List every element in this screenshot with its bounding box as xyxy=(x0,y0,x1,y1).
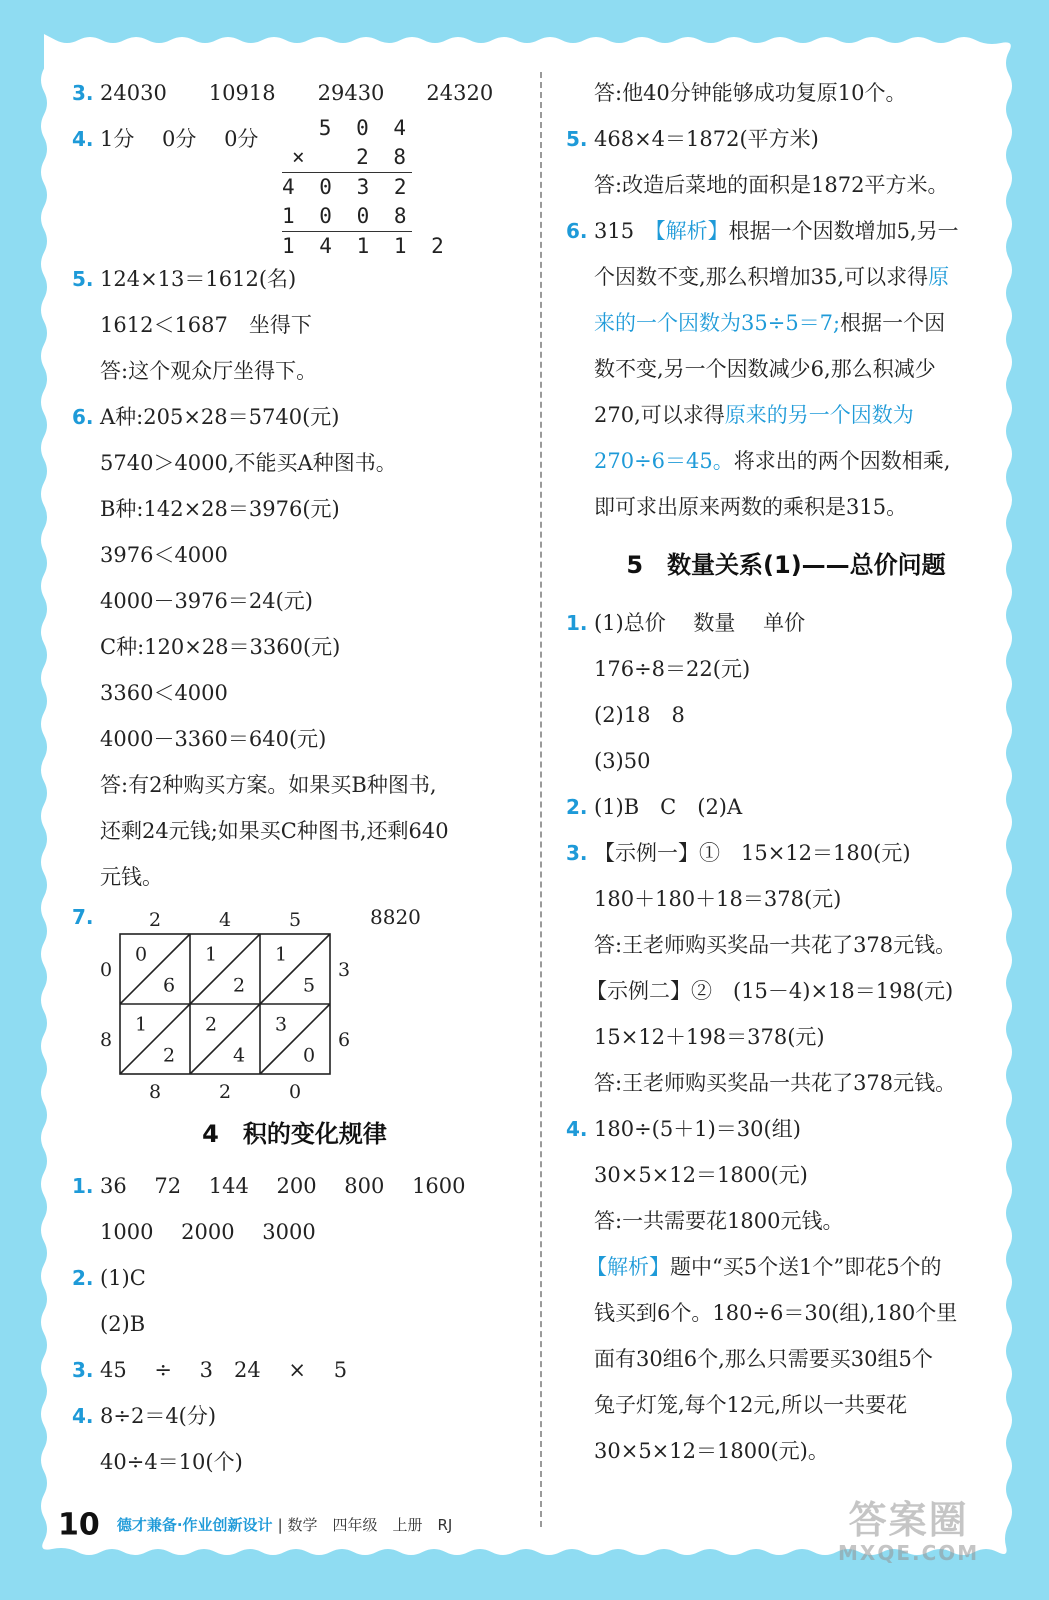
right-line xyxy=(566,784,1006,830)
right-line: 答:一共需要花1800元钱。 xyxy=(594,1209,844,1233)
lattice-grid xyxy=(72,900,372,1105)
answer-text: 1分 0分 0分 xyxy=(100,127,259,151)
question-number: 5. xyxy=(72,267,94,291)
lattice-bottom-digit: 0 xyxy=(288,1081,302,1103)
question-number: 3. xyxy=(72,1358,94,1382)
left-line: 4000－3976＝24(元) xyxy=(100,589,313,613)
answer-text: 180÷(5＋1)＝30(组) xyxy=(594,1117,801,1141)
answer-text: 24030 10918 29430 24320 xyxy=(100,81,494,105)
answer-text: (1)B C (2)A xyxy=(594,795,743,819)
right-line: 数不变,另一个因数减少6,那么积减少 xyxy=(594,357,936,381)
left-line: 3976＜4000 xyxy=(100,543,228,567)
answer-text: 36 72 144 200 800 1600 xyxy=(100,1174,466,1198)
section-title: 4 积的变化规律 xyxy=(202,1120,387,1148)
lattice-diagonal xyxy=(120,1004,190,1074)
page-footer xyxy=(58,1500,452,1550)
analysis-text: 根据一个因 xyxy=(840,311,946,335)
lattice-diagonal xyxy=(260,934,330,1004)
right-line xyxy=(566,1244,1006,1290)
question-number: 2. xyxy=(72,1266,94,1290)
lattice-cell-ones: 5 xyxy=(302,974,316,997)
lattice-cell-tens: 1 xyxy=(274,943,288,966)
right-line: 即可求出原来两数的乘积是315。 xyxy=(594,495,908,519)
analysis-highlight: 原来的另一个因数为 xyxy=(724,403,914,427)
right-line xyxy=(566,208,1006,254)
section-title: 5 数量关系(1)——总价问题 xyxy=(626,551,946,579)
lattice-top-digit: 5 xyxy=(288,909,302,931)
lattice-top-digit: 2 xyxy=(148,909,162,931)
lattice-left-digit: 8 xyxy=(99,1029,113,1051)
question-number: 4. xyxy=(566,1117,588,1141)
question-number: 4. xyxy=(72,1404,94,1428)
partial-product: 1 0 0 8 xyxy=(282,204,413,228)
right-line xyxy=(566,600,1006,646)
question-number: 2. xyxy=(566,795,588,819)
question-number: 6. xyxy=(566,219,588,243)
lattice-top-digit: 4 xyxy=(218,909,232,931)
analysis-text: 个因数不变,那么积增加35,可以求得 xyxy=(594,265,929,289)
question-number: 4. xyxy=(72,127,94,151)
right-line: 钱买到6个。180÷6＝30(组),180个里 xyxy=(594,1301,958,1325)
lattice-cell-tens: 1 xyxy=(134,1013,148,1036)
book-brand: 德才兼备·作业创新设计 xyxy=(116,1516,273,1534)
right-line: 180＋180＋18＝378(元) xyxy=(594,887,842,911)
answer-text: A种:205×28＝5740(元) xyxy=(100,405,340,429)
analysis-text: 题中“买5个送1个”即花5个的 xyxy=(670,1255,942,1279)
analysis-tag: 【解析】 xyxy=(586,1255,670,1279)
right-line: (2)18 8 xyxy=(594,703,685,727)
left-line: 5740＞4000,不能买A种图书。 xyxy=(100,451,397,475)
column-divider xyxy=(540,72,542,1527)
analysis-text: 根据一个因数增加5,另一 xyxy=(728,219,959,243)
right-line xyxy=(566,116,1006,162)
analysis-highlight: 270÷6＝45。 xyxy=(594,449,734,473)
left-line: 40÷4＝10(个) xyxy=(100,1450,243,1474)
analysis-text: 270,可以求得 xyxy=(594,403,725,427)
right-line xyxy=(566,438,1006,484)
product: 1 4 1 1 2 xyxy=(282,231,412,261)
vertical-multiplication xyxy=(282,114,450,261)
answer-text: (1)总价 数量 单价 xyxy=(594,611,806,635)
left-line: C种:120×28＝3360(元) xyxy=(100,635,341,659)
question-number: 1. xyxy=(72,1174,94,1198)
answer-text: 【示例一】① 15×12＝180(元) xyxy=(594,841,911,865)
lattice-bottom-digit: 8 xyxy=(148,1081,162,1103)
lattice-diagonal xyxy=(190,1004,260,1074)
answer-text: 468×4＝1872(平方米) xyxy=(594,127,819,151)
left-line xyxy=(72,116,517,256)
left-line xyxy=(72,256,517,302)
question-number: 3. xyxy=(72,81,94,105)
left-line: 3360＜4000 xyxy=(100,681,228,705)
lattice-cell-ones: 4 xyxy=(232,1044,246,1067)
left-line xyxy=(72,1393,517,1439)
lattice-cell-ones: 2 xyxy=(162,1044,176,1067)
page-number: 10 xyxy=(58,1507,100,1543)
left-line: 元钱。 xyxy=(100,865,163,889)
answer-text: 315 xyxy=(594,219,635,243)
partial-product: 4 0 3 2 xyxy=(282,172,412,202)
left-line: 4000－3360＝640(元) xyxy=(100,727,327,751)
lattice-diagonal xyxy=(260,1004,330,1074)
right-line: 答:王老师购买奖品一共花了378元钱。 xyxy=(594,1071,957,1095)
right-column xyxy=(566,70,1006,1474)
left-line xyxy=(72,1163,517,1209)
times-sign: × xyxy=(292,145,311,169)
right-line: 答:他40分钟能够成功复原10个。 xyxy=(594,81,907,105)
left-line: 答:有2种购买方案。如果买B种图书, xyxy=(100,773,437,797)
right-line xyxy=(566,300,1006,346)
watermark-text: 答案圈 xyxy=(848,1498,969,1542)
right-line: (3)50 xyxy=(594,749,651,773)
right-line: 答:改造后菜地的面积是1872平方米。 xyxy=(594,173,949,197)
lattice-cell-ones: 2 xyxy=(232,974,246,997)
lattice-right-digit: 3 xyxy=(337,959,351,981)
left-line: B种:142×28＝3976(元) xyxy=(100,497,340,521)
left-line xyxy=(72,70,517,116)
right-line: 兔子灯笼,每个12元,所以一共要花 xyxy=(594,1393,908,1417)
left-line xyxy=(72,1255,517,1301)
analysis-tag: 【解析】 xyxy=(655,219,729,243)
lattice-bottom-digit: 2 xyxy=(218,1081,232,1103)
analysis-text: 将求出的两个因数相乘, xyxy=(733,449,951,473)
left-line xyxy=(72,1347,517,1393)
right-line: 176÷8＝22(元) xyxy=(594,657,751,681)
answer-text: 124×13＝1612(名) xyxy=(100,267,297,291)
answer-text: 8÷2＝4(分) xyxy=(100,1404,217,1428)
question-number: 1. xyxy=(566,611,588,635)
multiplicand: 5 0 4 xyxy=(318,116,412,140)
analysis-highlight: 来的一个因数为35÷5＝7; xyxy=(594,311,841,335)
lattice-cell-ones: 0 xyxy=(302,1044,316,1067)
answer-text: (1)C xyxy=(100,1266,146,1290)
multiplier: 2 8 xyxy=(356,145,412,169)
right-line: 15×12＋198＝378(元) xyxy=(594,1025,825,1049)
lattice-left-digit: 0 xyxy=(99,959,113,981)
watermark-url: MXQE.COM xyxy=(838,1541,980,1565)
left-column xyxy=(72,70,517,1485)
left-line: 1000 2000 3000 xyxy=(100,1220,316,1244)
left-line: 答:这个观众厅坐得下。 xyxy=(100,359,318,383)
left-line: 还剩24元钱;如果买C种图书,还剩640 xyxy=(100,819,449,843)
left-line: (2)B xyxy=(100,1312,146,1336)
question-number: 6. xyxy=(72,405,94,429)
right-line xyxy=(566,392,1006,438)
question-number: 3. xyxy=(566,841,588,865)
right-line: 30×5×12＝1800(元) xyxy=(594,1163,808,1187)
lattice-cell-tens: 0 xyxy=(134,943,148,966)
question-number: 7. xyxy=(72,905,94,929)
lattice-multiplication xyxy=(72,900,517,1105)
right-line: 面有30组6个,那么只需要买30组5个 xyxy=(594,1347,933,1371)
lattice-cell-tens: 1 xyxy=(204,943,218,966)
left-line: 1612＜1687 坐得下 xyxy=(100,313,312,337)
right-line xyxy=(566,1106,1006,1152)
right-line: 答:王老师购买奖品一共花了378元钱。 xyxy=(594,933,957,957)
lattice-diagonal xyxy=(190,934,260,1004)
lattice-right-digit: 6 xyxy=(337,1029,351,1051)
answer-text: 45 ÷ 3 24 × 5 xyxy=(100,1358,348,1382)
book-info: | 数学 四年级 上册 RJ xyxy=(277,1516,453,1534)
right-line: 30×5×12＝1800(元)。 xyxy=(594,1439,829,1463)
lattice-result: 8820 xyxy=(370,905,421,929)
right-line xyxy=(566,254,1006,300)
right-line xyxy=(566,830,1006,876)
watermark-logo xyxy=(838,1498,979,1564)
lattice-cell-tens: 3 xyxy=(274,1013,288,1036)
left-line xyxy=(72,394,517,440)
question-number: 5. xyxy=(566,127,588,151)
right-line: 【示例二】② (15－4)×18＝198(元) xyxy=(586,979,954,1003)
analysis-highlight: 原 xyxy=(928,265,950,289)
lattice-diagonal xyxy=(120,934,190,1004)
lattice-cell-tens: 2 xyxy=(204,1013,218,1036)
lattice-cell-ones: 6 xyxy=(162,974,176,997)
